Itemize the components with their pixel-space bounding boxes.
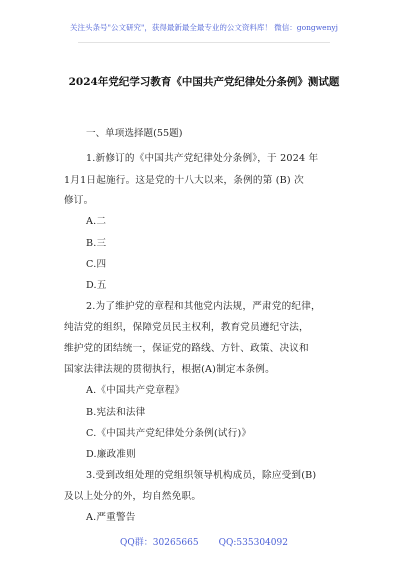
footer-qq: QQ:535304092	[218, 538, 288, 548]
header-rule	[78, 42, 330, 43]
question-2-option-a: A.《中国共产党章程》	[86, 385, 185, 396]
footer-qq-group: QQ群：30265665	[120, 538, 199, 548]
footer-contact	[0, 535, 408, 548]
question-3-line-1: 3.受到改组处理的党组织领导机构成员，除应受到(B)	[86, 470, 317, 481]
question-2-line-3: 维护党的团结统一，保证党的路线、方针、政策、决议和	[64, 343, 309, 354]
question-2-option-c: C.《中国共产党纪律处分条例(试行)》	[86, 428, 252, 439]
question-1-line-2: 1月1日起施行。这是党的十八大以来，条例的第 (B) 次	[64, 175, 304, 186]
question-2-line-4: 国家法律法规的贯彻执行，根据(A)制定本条例。	[64, 364, 275, 375]
question-2-line-1: 2.为了维护党的章程和其他党内法规，严肃党的纪律，	[86, 301, 321, 312]
question-2-option-b: B.宪法和法律	[86, 407, 146, 418]
question-1-option-b: B.三	[86, 238, 107, 249]
document-title: 2024年党纪学习教育《中国共产党纪律处分条例》测试题	[68, 76, 340, 88]
question-1-line-3: 修订。	[64, 195, 94, 206]
question-2-line-2: 纯洁党的组织，保障党员民主权利，教育党员遵纪守法，	[64, 322, 309, 333]
question-2-option-d: D.廉政准则	[86, 449, 136, 460]
section-heading: 一、单项选择题(55题)	[86, 128, 183, 139]
question-1-option-d: D.五	[86, 280, 107, 291]
question-3-option-a: A.严重警告	[86, 512, 136, 523]
question-1-option-a: A.二	[86, 216, 107, 227]
question-1-line-1: 1.新修订的《中国共产党纪律处分条例》，于 2024 年	[86, 153, 319, 164]
question-1-option-c: C.四	[86, 259, 107, 270]
header-note: 关注头条号"公文研究"，获得最新最全最专业的公文资料库！ 微信：gongwenyj	[70, 23, 338, 32]
question-3-line-2: 及以上处分的外，均自然免职。	[64, 491, 202, 502]
